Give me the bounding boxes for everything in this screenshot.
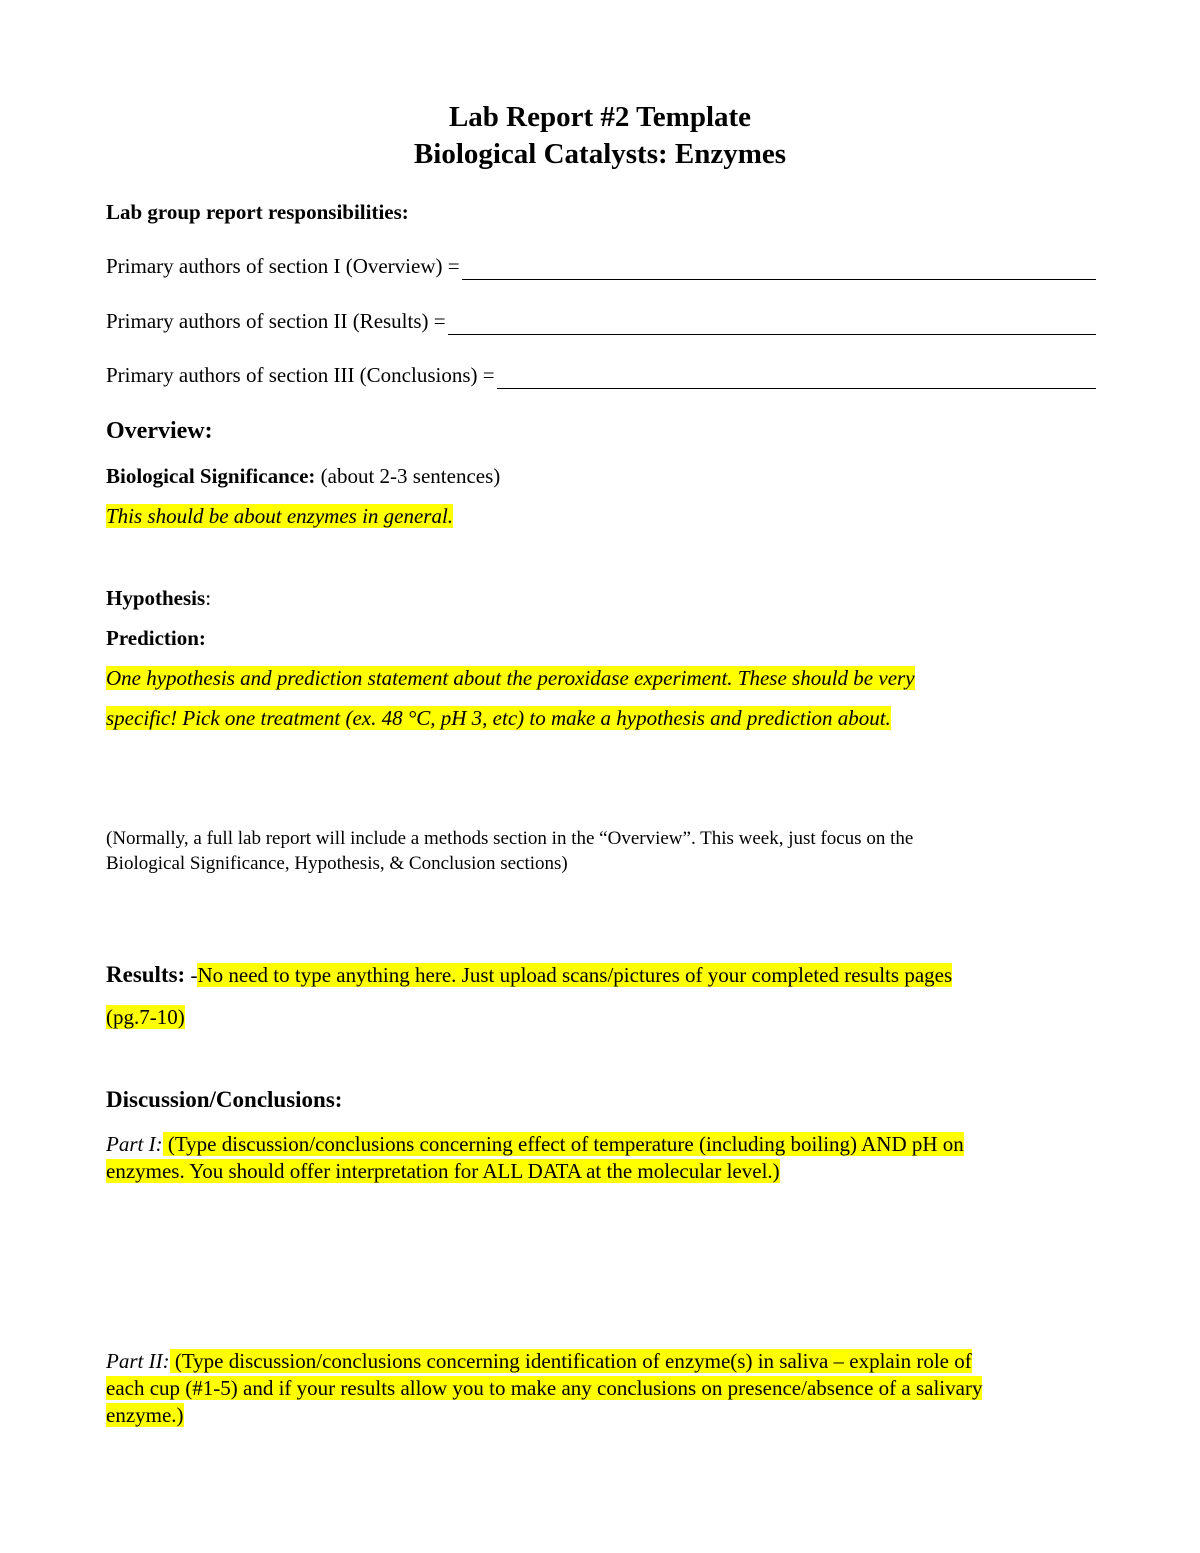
part2-line3	[106, 1401, 184, 1429]
bio-significance-line	[106, 462, 500, 490]
discussion-heading: Discussion/Conclusions:	[106, 1087, 343, 1112]
doc-subtitle: Biological Catalysts: Enzymes	[413, 138, 787, 170]
results-line2	[106, 1003, 185, 1031]
part2-text-end: enzyme.)	[106, 1403, 184, 1427]
part1-line1	[106, 1130, 964, 1158]
bio-significance-note: (about 2-3 sentences)	[315, 464, 501, 488]
overview-heading: Overview:	[106, 418, 213, 444]
author-label: Primary authors of section II (Results) =	[106, 309, 446, 333]
author-field-conclusions[interactable]	[106, 359, 1096, 389]
results-instruction: No need to type anything here. Just upload scans/pictures of your completed results pages	[197, 963, 953, 987]
bio-significance-label: Biological Significance:	[106, 464, 316, 488]
hypothesis-instruction-line2	[106, 704, 891, 732]
hypothesis-label: Hypothesis	[106, 586, 206, 610]
hypothesis-colon: :	[205, 586, 212, 610]
methods-note-line1: (Normally, a full lab report will include a methods section in the “Overview”. This week, just focus on the	[106, 828, 914, 849]
hypothesis-instruction-line1	[106, 664, 915, 692]
author-field-overview[interactable]	[106, 250, 1096, 280]
bio-significance-instruction-line	[106, 502, 453, 530]
author-label: Primary authors of section I (Overview) =	[106, 254, 460, 278]
author-field-results[interactable]	[106, 305, 1096, 335]
part2-line1	[106, 1347, 972, 1375]
results-instruction-cont: (pg.7-10)	[106, 1005, 185, 1029]
doc-title: Lab Report #2 Template	[448, 101, 752, 133]
bio-significance-instruction: This should be about enzymes in general.	[106, 504, 454, 528]
results-line1	[106, 960, 952, 990]
hypothesis-instruction-text: specific! Pick one treatment (ex. 48 °C, pH 3, etc) to make a hypothesis and prediction about.	[106, 706, 891, 730]
blank-line[interactable]	[497, 366, 1096, 389]
hypothesis-instruction-text: One hypothesis and prediction statement about the peroxidase experiment. These should be very	[106, 666, 915, 690]
author-label: Primary authors of section III (Conclusions) =	[106, 363, 495, 387]
part1-line2	[106, 1157, 780, 1185]
results-heading: Results:	[106, 962, 186, 987]
responsibilities-heading: Lab group report responsibilities:	[106, 200, 409, 224]
part2-label: Part II:	[106, 1349, 170, 1373]
part2-line2	[106, 1374, 982, 1402]
results-dash: -	[185, 963, 198, 987]
prediction-label: Prediction:	[106, 626, 206, 650]
blank-line[interactable]	[462, 257, 1096, 280]
hypothesis-line	[106, 584, 211, 612]
part2-text-cont: each cup (#1-5) and if your results allow you to make any conclusions on presence/absence of a salivary	[106, 1376, 983, 1400]
part2-text: (Type discussion/conclusions concerning identification of enzyme(s) in saliva – explain role of	[169, 1349, 972, 1373]
part1-label: Part I:	[106, 1132, 163, 1156]
part1-text-cont: enzymes. You should offer interpretation for ALL DATA at the molecular level.)	[106, 1159, 780, 1183]
blank-line[interactable]	[448, 312, 1096, 335]
methods-note-line2: Biological Significance, Hypothesis, & Conclusion sections)	[106, 853, 568, 874]
part1-text: (Type discussion/conclusions concerning effect of temperature (including boiling) AND pH on	[162, 1132, 964, 1156]
